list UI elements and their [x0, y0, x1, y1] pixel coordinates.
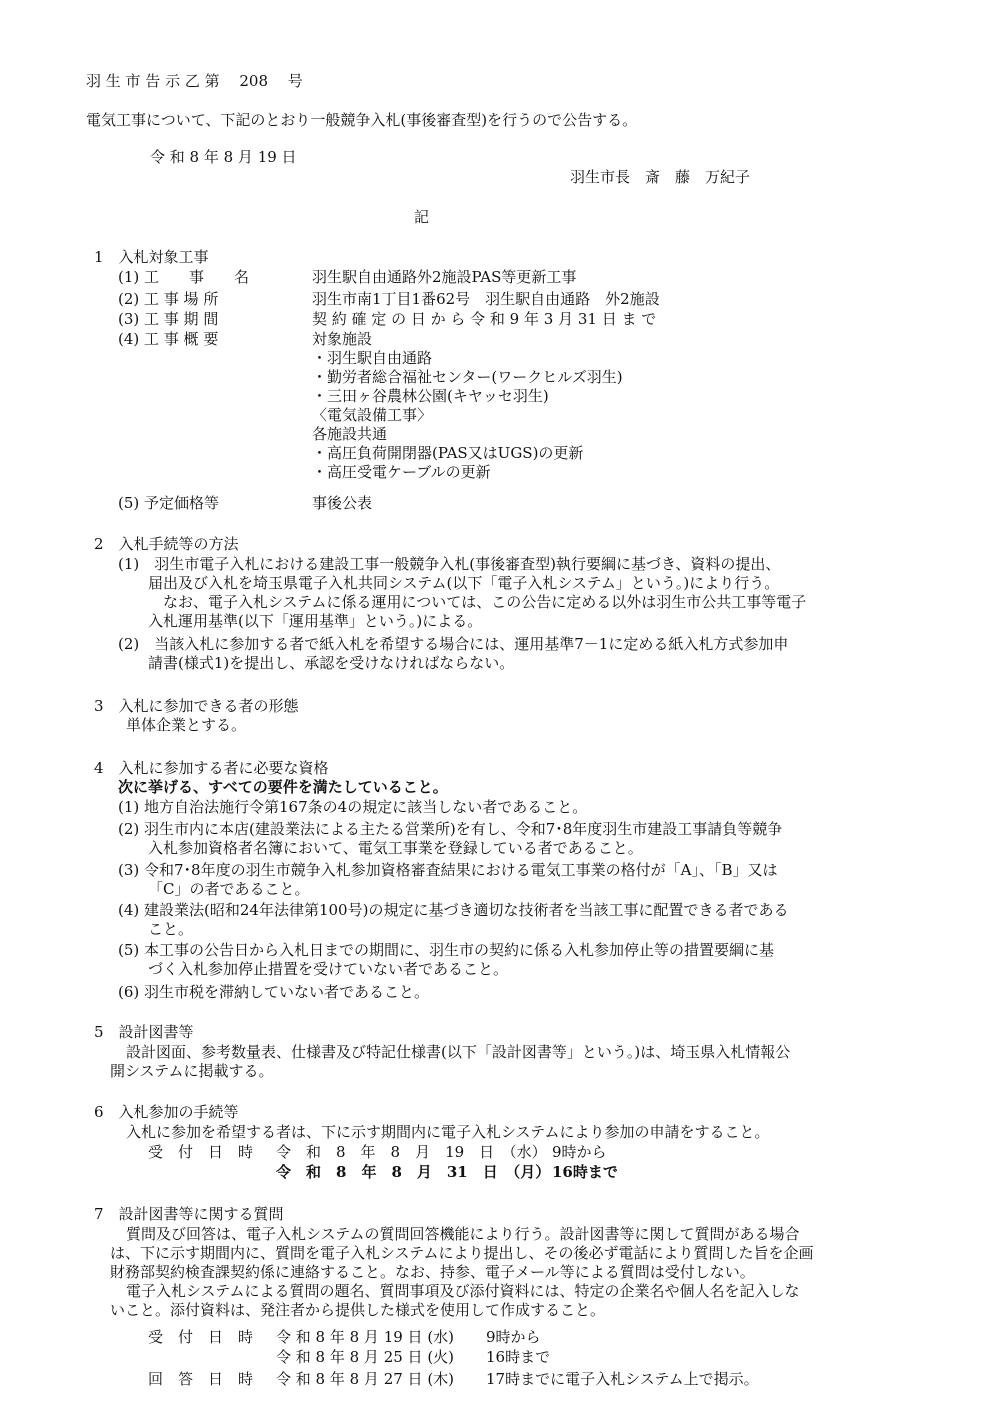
notice-number: 羽 生 市 告 示 乙 第 208 号 — [86, 72, 303, 90]
s7-answer-date: 令 和 8 年 8 月 27 日 (木) — [276, 1370, 455, 1388]
s7-line3: 財務部契約検査課契約係に連絡すること。なお、持参、電子メール等による質問は受付しない。 — [110, 1263, 755, 1281]
s7-line5: いこと。添付資料は、発注者から提供した様式を使用して作成すること。 — [110, 1301, 606, 1319]
s6-from-date: 令 和 8 年 8 月 19 日 （水） — [276, 1143, 547, 1161]
s2-p1-line1: (1) 羽生市電子入札における建設工事一般競争入札(事後審査型)執行要綱に基づき、資料の提出、 — [118, 555, 781, 573]
s2-p1-line2: 届出及び入札を埼玉県電子入札共同システム(以下「電子入札システム」という。)により行う。 — [148, 574, 780, 592]
issuer: 羽生市長 斎 藤 万紀子 — [570, 168, 751, 186]
s1-label-4: (4) 工 事 概 要 — [118, 330, 219, 348]
s2-p1-line4: 入札運用基準(以下「運用基準」という。)による。 — [148, 612, 483, 630]
s4-item-3a: (3) 令和7･8年度の羽生市競争入札参加資格審査結果における電気工事業の格付が「A」、「B」又は — [118, 861, 778, 879]
s4-item-4b: こと。 — [148, 920, 194, 938]
s7-line2: は、下に示す期間内に、質問を電子入札システムにより提出し、その後必ず電話により質問した旨を企画 — [110, 1244, 814, 1262]
s5-line1: 設計図面、参考数量表、仕様書及び特記仕様書(以下「設計図書等」という。)は、埼玉県入札情報公 — [126, 1043, 791, 1061]
s4-item-5b: づく入札参加停止措置を受けていない者であること。 — [148, 960, 509, 978]
s4-item-2a: (2) 羽生市内に本店(建設業法による主たる営業所)を有し、令和7･8年度羽生市建設工事請負等競争 — [118, 820, 783, 838]
s3-body: 単体企業とする。 — [126, 716, 247, 734]
s7-answer-time: 17時までに電子入札システム上で掲示。 — [486, 1370, 759, 1388]
s7-answer-label: 回 答 日 時 — [148, 1370, 254, 1388]
s1-label-5: (5) 予定価格等 — [118, 494, 220, 512]
overview-line: 各施設共通 — [312, 425, 388, 443]
s2-p2-line2: 請書(様式1)を提出し、承認を受けなければならない。 — [148, 654, 515, 672]
overview-line: ・高圧負荷開閉器(PAS又はUGS)の更新 — [312, 444, 584, 462]
ki-heading: 記 — [414, 208, 430, 226]
s1-label-2: (2) 工 事 場 所 — [118, 290, 219, 308]
intro-text: 電気工事について、下記のとおり一般競争入札(事後審査型)を行うので公告する。 — [86, 111, 638, 129]
s1-value-4: 対象施設 — [312, 330, 373, 348]
section-3-heading: 3 入札に参加できる者の形態 — [94, 697, 299, 715]
s4-bold-line: 次に挙げる、すべての要件を満たしていること。 — [118, 778, 448, 796]
overview-line: ・高圧受電ケーブルの更新 — [312, 463, 491, 481]
s7-recv-from-date: 令 和 8 年 8 月 19 日 (水) — [276, 1328, 455, 1346]
s7-recv-label: 受 付 日 時 — [148, 1328, 254, 1346]
s6-to-date: 令 和 8 年 8 月 31 日 （月） — [276, 1163, 551, 1181]
s7-line4: 電子入札システムによる質問の題名、質問事項及び添付資料には、特定の企業名や個人名を記入しな — [126, 1282, 800, 1300]
s2-p1-line3: なお、電子入札システムに係る運用については、この公告に定める以外は羽生市公共工事等電子 — [163, 593, 807, 611]
s4-item-2b: 入札参加資格者名簿において、電気工事業を登録している者であること。 — [148, 839, 643, 857]
s2-p2-line1: (2) 当該入札に参加する者で紙入札を希望する場合には、運用基準7－1に定める紙入札方式参加申 — [118, 635, 789, 653]
notice-date: 令 和 8 年 8 月 19 日 — [150, 148, 297, 166]
s1-value-1: 羽生駅自由通路外2施設PAS等更新工事 — [312, 268, 577, 286]
s1-value-3: 契 約 確 定 の 日 か ら 令 和 9 年 3 月 31 日 ま で — [312, 310, 657, 328]
overview-line: ・勤労者総合福祉センター(ワークヒルズ羽生) — [312, 368, 623, 386]
s7-line1: 質問及び回答は、電子入札システムの質問回答機能により行う。設計図書等に関して質問がある場合 — [126, 1225, 800, 1243]
section-1-heading: 1 入札対象工事 — [94, 248, 209, 266]
s4-item-5a: (5) 本工事の公告日から入札日までの期間に、羽生市の契約に係る入札参加停止等の措置要綱に基 — [118, 941, 775, 959]
s7-recv-to-date: 令 和 8 年 8 月 25 日 (火) — [276, 1348, 455, 1366]
section-2-heading: 2 入札手続等の方法 — [94, 535, 239, 553]
section-5-heading: 5 設計図書等 — [94, 1023, 194, 1041]
overview-line: ・羽生駅自由通路 — [312, 349, 433, 367]
section-4-heading: 4 入札に参加する者に必要な資格 — [94, 759, 329, 777]
overview-line: 〈電気設備工事〉 — [312, 406, 433, 424]
s1-value-5: 事後公表 — [312, 494, 373, 512]
s4-item-6: (6) 羽生市税を滞納していない者であること。 — [118, 983, 430, 1001]
s6-to-time: 16時まで — [552, 1163, 618, 1181]
overview-line: ・三田ヶ谷農林公園(キヤッセ羽生) — [312, 387, 549, 405]
s6-from-time: 9時から — [552, 1143, 607, 1161]
s4-item-3b: 「C」の者であること。 — [148, 880, 310, 898]
s6-label: 受 付 日 時 — [148, 1143, 254, 1161]
s4-item-4a: (4) 建設業法(昭和24年法律第100号)の規定に基づき適切な技術者を当該工事に配置できる者である — [118, 901, 789, 919]
s1-label-3: (3) 工 事 期 間 — [118, 310, 219, 328]
s7-recv-from-time: 9時から — [486, 1328, 541, 1346]
s7-recv-to-time: 16時まで — [486, 1348, 551, 1366]
section-6-heading: 6 入札参加の手続等 — [94, 1103, 239, 1121]
s1-value-2: 羽生市南1丁目1番62号 羽生駅自由通路 外2施設 — [312, 290, 660, 308]
s5-line2: 開システムに掲載する。 — [110, 1062, 274, 1080]
s6-line1: 入札に参加を希望する者は、下に示す期間内に電子入札システムにより参加の申請をすること。 — [126, 1123, 770, 1141]
section-7-heading: 7 設計図書等に関する質問 — [94, 1205, 284, 1223]
s4-item-1: (1) 地方自治法施行令第167条の4の規定に該当しない者であること。 — [118, 798, 588, 816]
s1-label-1: (1) 工 事 名 — [118, 268, 250, 286]
